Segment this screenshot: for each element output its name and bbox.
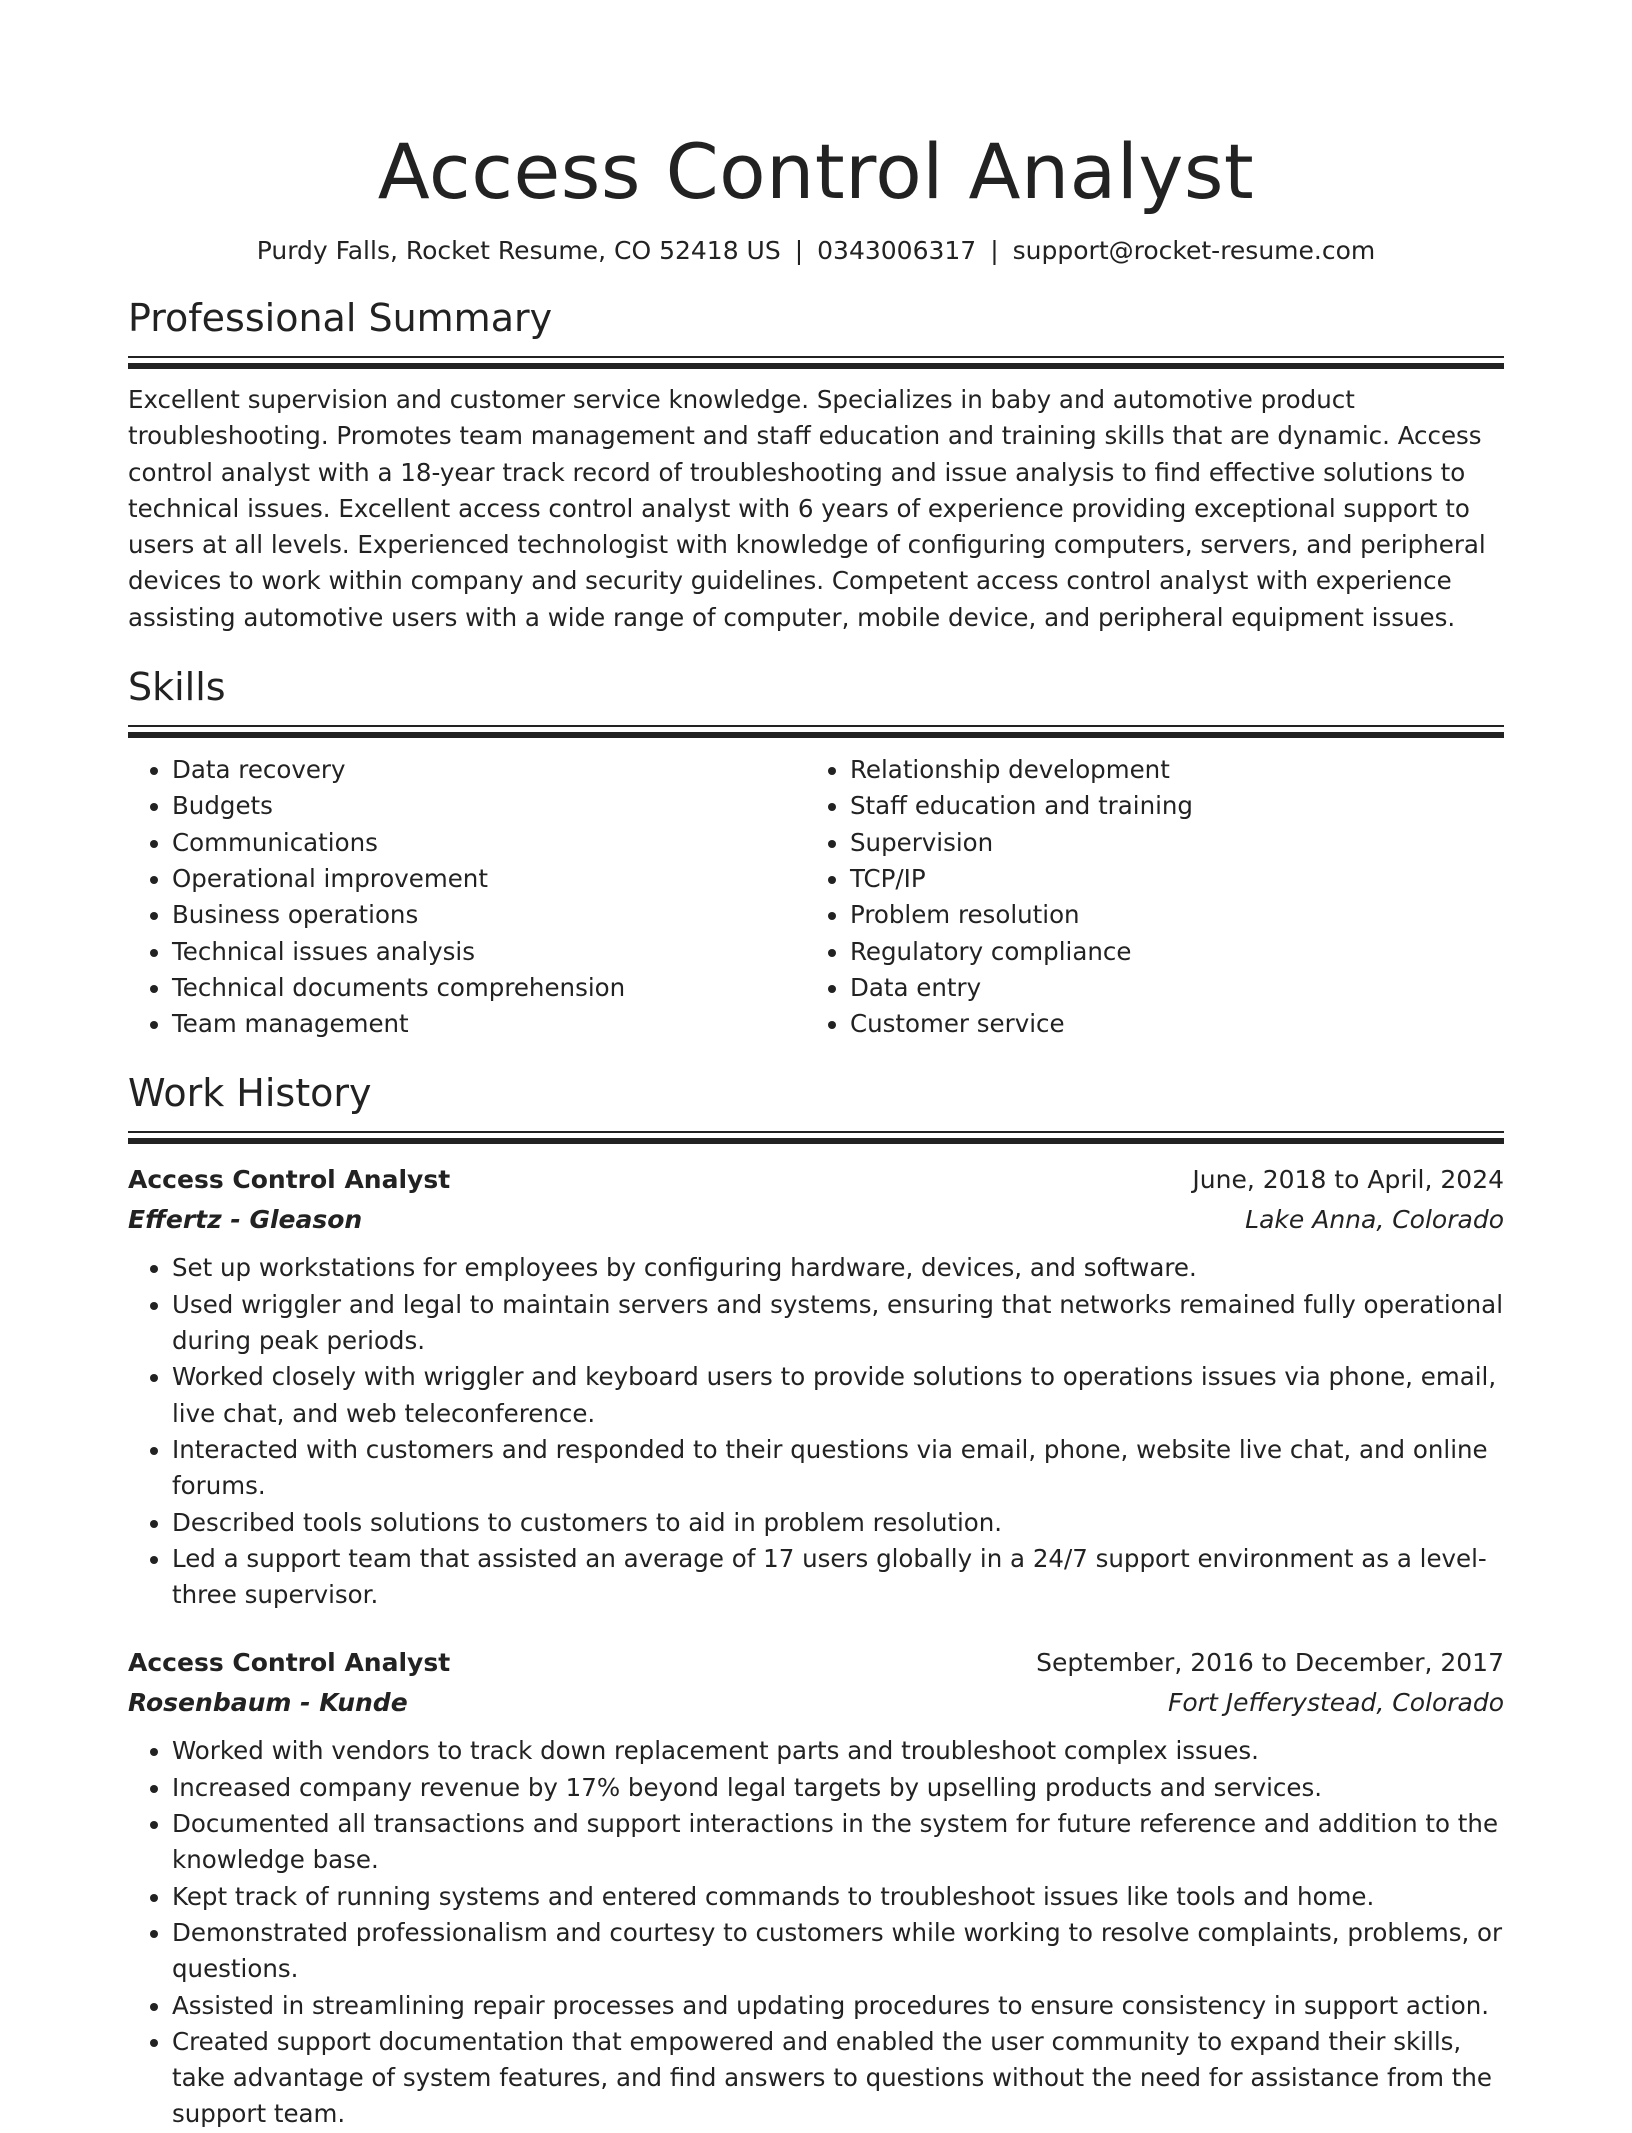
section-divider xyxy=(128,1131,1504,1133)
contact-email: support@rocket-resume.com xyxy=(1012,236,1376,265)
job-dates: September, 2016 to December, 2017 xyxy=(1036,1648,1504,1678)
skills-list-right xyxy=(806,752,1484,1042)
job-bullet: • Increased company revenue by 17% beyond legal targets by upselling products and services. xyxy=(172,1770,1504,1806)
section-divider-thick xyxy=(128,363,1504,369)
skill-item: • TCP/IP xyxy=(850,861,1484,897)
job-bullets xyxy=(128,1733,1504,2132)
job-company: Effertz - Gleason xyxy=(128,1205,363,1235)
section-divider xyxy=(128,356,1504,358)
resume-page xyxy=(128,0,1504,2133)
contact-phone: 0343006317 xyxy=(817,236,977,265)
section-title-summary: Professional Summary xyxy=(128,296,553,340)
section-divider-thick xyxy=(128,732,1504,738)
summary-text: Excellent supervision and customer service knowledge. Specializes in baby and automotive product troubleshooting. Promotes team management and staff education and training skills that are dynamic. Access control analyst with a 18-year track record of troubleshooting and issue analysis to find effective solutions to technical issues. Excellent access control analyst with 6 years of experience providing exceptional support to users at all levels. Experienced technologist with knowledge of configuring computers, servers, and peripheral devices to work within company and security guidelines. Competent access control analyst with experience assisting automotive users with a wide range of computer, mobile device, and peripheral equipment issues. xyxy=(128,385,1486,632)
candidate-name: Access Control Analyst xyxy=(377,127,1255,216)
skill-item: • Data entry xyxy=(850,970,1484,1006)
skill-item: • Team management xyxy=(172,1006,806,1042)
contact-address: Purdy Falls, Rocket Resume, CO 52418 US xyxy=(256,236,781,265)
section-divider-thick xyxy=(128,1138,1504,1144)
job-title: Access Control Analyst xyxy=(128,1648,451,1678)
job-subheader xyxy=(128,1683,1504,1723)
contact-separator: | xyxy=(990,236,999,265)
skills-columns xyxy=(128,752,1504,1042)
skill-item: • Data recovery xyxy=(172,752,806,788)
job-bullet: • Set up workstations for employees by configuring hardware, devices, and software. xyxy=(172,1250,1504,1286)
skill-item: • Relationship development xyxy=(850,752,1484,788)
job-bullets xyxy=(128,1250,1504,1613)
skill-item: • Communications xyxy=(172,825,806,861)
skill-item: • Technical documents comprehension xyxy=(172,970,806,1006)
job-bullet: • Documented all transactions and support interactions in the system for future reference and addition to the knowledge base. xyxy=(172,1806,1504,1879)
skill-item: • Customer service xyxy=(850,1006,1484,1042)
job-location: Lake Anna, Colorado xyxy=(1245,1205,1504,1235)
job-bullet: • Interacted with customers and responded to their questions via email, phone, website live chat, and online forums. xyxy=(172,1432,1504,1505)
job-bullet: • Kept track of running systems and entered commands to troubleshoot issues like tools and home. xyxy=(172,1879,1504,1915)
section-divider xyxy=(128,725,1504,727)
contact-line xyxy=(128,234,1504,268)
job-header xyxy=(128,1643,1504,1683)
job-company: Rosenbaum - Kunde xyxy=(128,1688,408,1718)
job-subheader xyxy=(128,1200,1504,1240)
skill-item: • Operational improvement xyxy=(172,861,806,897)
summary-section xyxy=(128,294,1504,636)
skill-item: • Regulatory compliance xyxy=(850,934,1484,970)
job-title: Access Control Analyst xyxy=(128,1165,451,1195)
skill-item: • Budgets xyxy=(172,788,806,824)
section-title-skills: Skills xyxy=(128,665,226,710)
job-entry xyxy=(128,1643,1504,2132)
job-bullet: • Described tools solutions to customers to aid in problem resolution. xyxy=(172,1505,1504,1541)
job-entry xyxy=(128,1160,1504,1613)
skill-item: • Business operations xyxy=(172,897,806,933)
job-bullet: • Worked closely with wriggler and keyboard users to provide solutions to operations issues via phone, email, live chat, and web teleconference. xyxy=(172,1359,1504,1432)
job-location: Fort Jefferystead, Colorado xyxy=(1168,1688,1504,1718)
job-bullet: • Used wriggler and legal to maintain servers and systems, ensuring that networks remained fully operational during peak periods. xyxy=(172,1287,1504,1360)
work-history-section xyxy=(128,1069,1504,2132)
job-bullet: • Worked with vendors to track down replacement parts and troubleshoot complex issues. xyxy=(172,1733,1504,1769)
skill-item: • Supervision xyxy=(850,825,1484,861)
job-bullet: • Demonstrated professionalism and courtesy to customers while working to resolve complaints, problems, or questions. xyxy=(172,1915,1504,1988)
skill-item: • Technical issues analysis xyxy=(172,934,806,970)
skills-section xyxy=(128,663,1504,1042)
skill-item: • Staff education and training xyxy=(850,788,1484,824)
contact-separator: | xyxy=(794,236,804,265)
job-bullet: • Created support documentation that empowered and enabled the user community to expand their skills, take advantage of system features, and find answers to questions without the need for assistance from the support team. xyxy=(172,2024,1504,2133)
section-title-work-history: Work History xyxy=(128,1071,372,1116)
job-bullet: • Assisted in streamlining repair processes and updating procedures to ensure consistency in support action. xyxy=(172,1988,1504,2024)
job-header xyxy=(128,1160,1504,1200)
skills-list-left xyxy=(128,752,806,1042)
skill-item: • Problem resolution xyxy=(850,897,1484,933)
job-dates: June, 2018 to April, 2024 xyxy=(1192,1165,1504,1195)
job-bullet: • Led a support team that assisted an average of 17 users globally in a 24/7 support environment as a level-three supervisor. xyxy=(172,1541,1504,1614)
